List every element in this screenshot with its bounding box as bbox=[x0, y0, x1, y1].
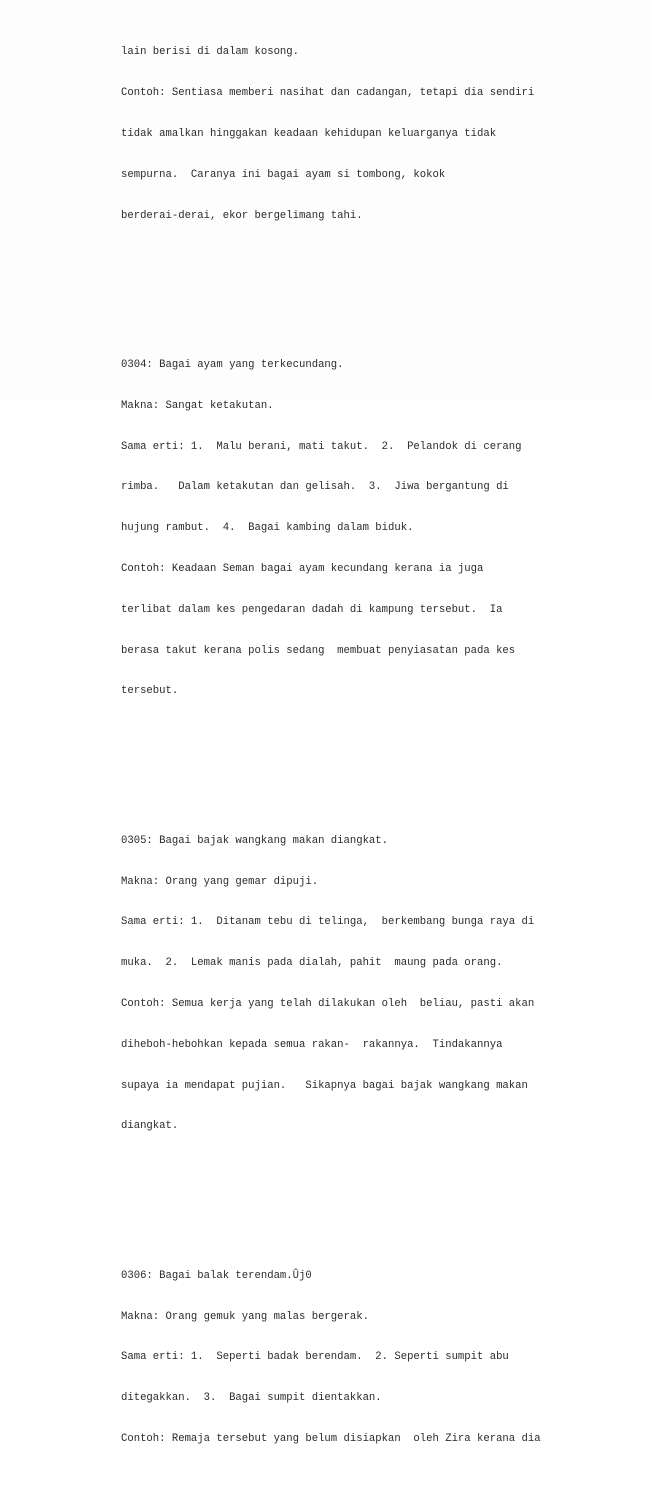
document-text bbox=[121, 0, 641, 1501]
text-line: Sama erti: 1. Malu berani, mati takut. 2. Pelandok di cerang bbox=[121, 440, 522, 453]
text-line: diheboh-hebohkan kepada semua rakan- rakannya. Tindakannya bbox=[121, 1038, 503, 1051]
text-line: rimba. Dalam ketakutan dan gelisah. 3. Jiwa bergantung di bbox=[121, 481, 509, 494]
text-line: sempurna. Caranya ini bagai ayam si tombong, kokok bbox=[121, 168, 446, 181]
entry-0305 bbox=[121, 808, 641, 1161]
entry-0306 bbox=[121, 1243, 641, 1474]
entry-heading: 0306: Bagai balak terendam.Ûj0 bbox=[121, 1269, 312, 1282]
entry-separator bbox=[121, 753, 641, 780]
text-line: hujung rambut. 4. Bagai kambing dalam biduk. bbox=[121, 522, 414, 535]
text-line: Contoh: Semua kerja yang telah dilakukan oleh beliau, pasti akan bbox=[121, 997, 535, 1010]
text-line: lain berisi di dalam kosong. bbox=[121, 46, 300, 59]
entry-heading: 0304: Bagai ayam yang terkecundang. bbox=[121, 359, 344, 372]
entry-heading: 0305: Bagai bajak wangkang makan diangkat. bbox=[121, 834, 389, 847]
entry-0304 bbox=[121, 332, 641, 726]
entry-separator bbox=[121, 277, 641, 304]
text-line: Sama erti: 1. Ditanam tebu di telinga, berkembang bunga raya di bbox=[121, 916, 535, 929]
text-line: Makna: Orang yang gemar dipuji. bbox=[121, 875, 319, 888]
text-line: supaya ia mendapat pujian. Sikapnya bagai bajak wangkang makan bbox=[121, 1079, 528, 1092]
text-line: muka. 2. Lemak manis pada dialah, pahit maung pada orang. bbox=[121, 957, 503, 970]
text-line: Makna: Orang gemuk yang malas bergerak. bbox=[121, 1310, 369, 1323]
text-line: terlibat dalam kes pengedaran dadah di kampung tersebut. Ia bbox=[121, 603, 503, 616]
text-line: Contoh: Keadaan Seman bagai ayam kecundang kerana ia juga bbox=[121, 562, 484, 575]
text-line: tersebut. bbox=[121, 685, 179, 698]
text-line: tidak amalkan hinggakan keadaan kehidupan keluarganya tidak bbox=[121, 127, 497, 140]
text-line: Makna: Sangat ketakutan. bbox=[121, 399, 274, 412]
text-line: berasa takut kerana polis sedang membuat penyiasatan pada kes bbox=[121, 644, 516, 657]
text-line: diangkat. bbox=[121, 1120, 179, 1133]
text-line: berderai-derai, ekor bergelimang tahi. bbox=[121, 209, 363, 222]
text-line: Sama erti: 1. Seperti badak berendam. 2. Seperti sumpit abu bbox=[121, 1351, 509, 1364]
text-line: Contoh: Sentiasa memberi nasihat dan cadangan, tetapi dia sendiri bbox=[121, 87, 535, 100]
text-line: Contoh: Remaja tersebut yang belum disiapkan oleh Zira kerana dia bbox=[121, 1432, 541, 1445]
entry-0303-tail bbox=[121, 19, 641, 250]
text-line: ditegakkan. 3. Bagai sumpit dientakkan. bbox=[121, 1392, 382, 1405]
entry-separator bbox=[121, 1188, 641, 1215]
